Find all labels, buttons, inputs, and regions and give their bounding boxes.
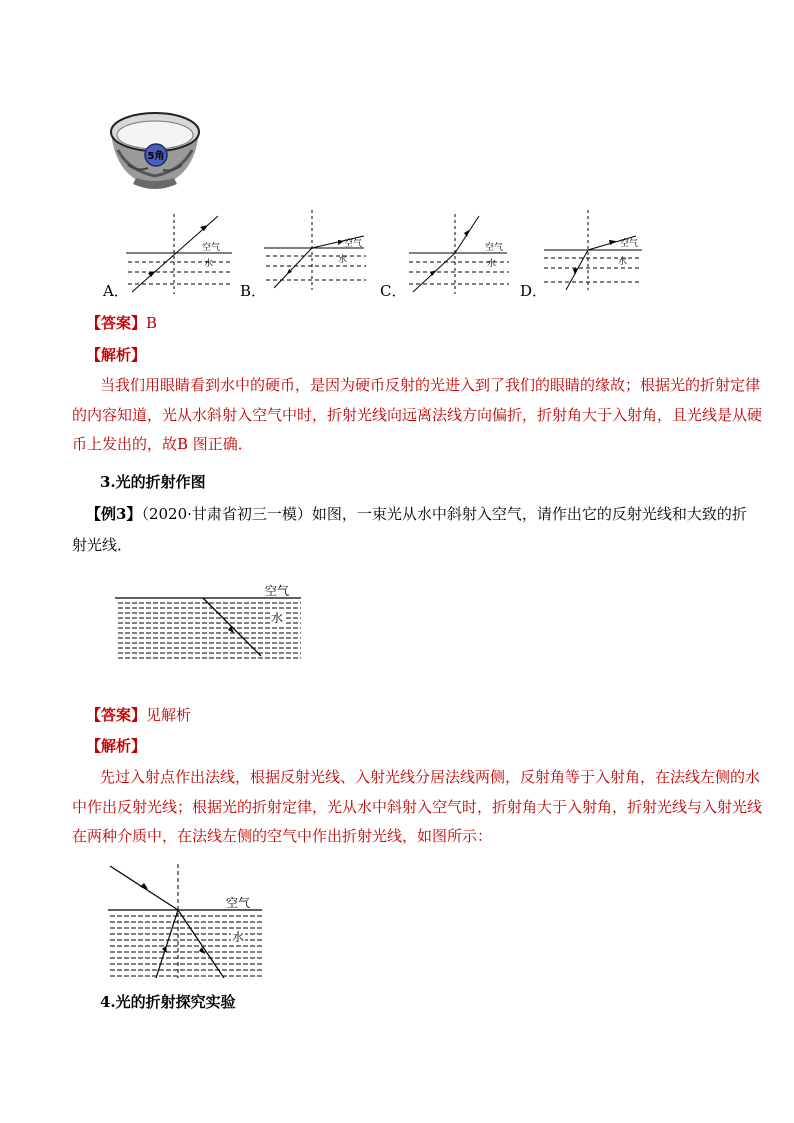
figure-3-air-label: 空气 — [265, 584, 290, 598]
analysis-2-tag: 【解析】 — [86, 737, 147, 755]
coin-label: 5角 — [147, 151, 165, 162]
answer-1 — [86, 308, 157, 338]
figure-4-diagram — [108, 862, 264, 980]
option-a-air-label: 空气 — [202, 243, 221, 253]
option-b-label: B． — [240, 282, 267, 300]
option-b-air-label: 空气 — [344, 239, 363, 249]
example-3 — [86, 499, 747, 529]
option-c-label: C． — [380, 282, 407, 300]
option-c-water-label: 水 — [487, 259, 497, 269]
option-a-water-label: 水 — [204, 259, 214, 269]
option-d-water-label: 水 — [618, 257, 628, 267]
analysis-1-line-3: 币上发出的，故B 图正确． — [72, 435, 253, 453]
example-3-tag: 【例3】 — [86, 505, 142, 523]
option-b-diagram — [262, 208, 370, 293]
option-a-diagram — [120, 212, 238, 297]
option-c-diagram — [407, 212, 511, 297]
option-d-label: D． — [520, 282, 548, 300]
answer-1-value: B — [146, 314, 158, 332]
analysis-1-line-2: 的内容知道，光从水斜射入空气中时，折射光线向远离法线方向偏折，折射角大于入射角，且光线是从硬 — [72, 405, 763, 424]
answer-1-tag: 【答案】 — [86, 314, 147, 332]
figure-4-water-label: 水 — [232, 930, 245, 944]
analysis-2-line-3: 在两种介质中，在法线左侧的空气中作出折射光线，如图所示： — [72, 827, 493, 845]
option-d-air-label: 空气 — [620, 239, 639, 249]
figure-4-air-label: 空气 — [226, 896, 251, 910]
option-a-label: A． — [103, 282, 129, 300]
analysis-2-body — [72, 763, 763, 852]
answer-2-value: 见解析 — [146, 706, 192, 724]
analysis-2-line-1: 先过入射点作出法线，根据反射光线、入射光线分居法线两侧，反射角等于入射角，在法线左侧的水 — [100, 768, 761, 786]
section-4-heading: 4.光的折射探究实验 — [100, 993, 236, 1011]
example-3-line-1: （2020·甘肃省初三一模）如图，一束光从水中斜射入空气，请作出它的反射光线和大致的折 — [141, 505, 747, 523]
figure-3-water-label: 水 — [271, 611, 284, 625]
example-3-line-2: 射光线． — [72, 536, 133, 554]
answer-2 — [86, 700, 191, 730]
option-d-diagram — [542, 208, 648, 293]
option-b-water-label: 水 — [338, 255, 348, 265]
figure-3-diagram — [115, 582, 305, 662]
analysis-1-body — [72, 371, 763, 460]
analysis-1-line-1: 当我们用眼睛看到水中的硬币，是因为硬币反射的光进入到了我们的眼睛的缘故；根据光的折射定律 — [100, 376, 761, 394]
figure-4-water-lines — [110, 916, 262, 976]
section-3-heading: 3.光的折射作图 — [100, 473, 206, 491]
bowl-coin-figure — [108, 110, 202, 194]
analysis-2-line-2: 中作出反射光线；根据光的折射定律，光从水中斜射入空气时，折射角大于入射角，折射光线与入射光线 — [72, 797, 763, 816]
analysis-1-tag: 【解析】 — [86, 346, 147, 364]
option-c-air-label: 空气 — [485, 243, 504, 253]
answer-2-tag: 【答案】 — [86, 706, 147, 724]
